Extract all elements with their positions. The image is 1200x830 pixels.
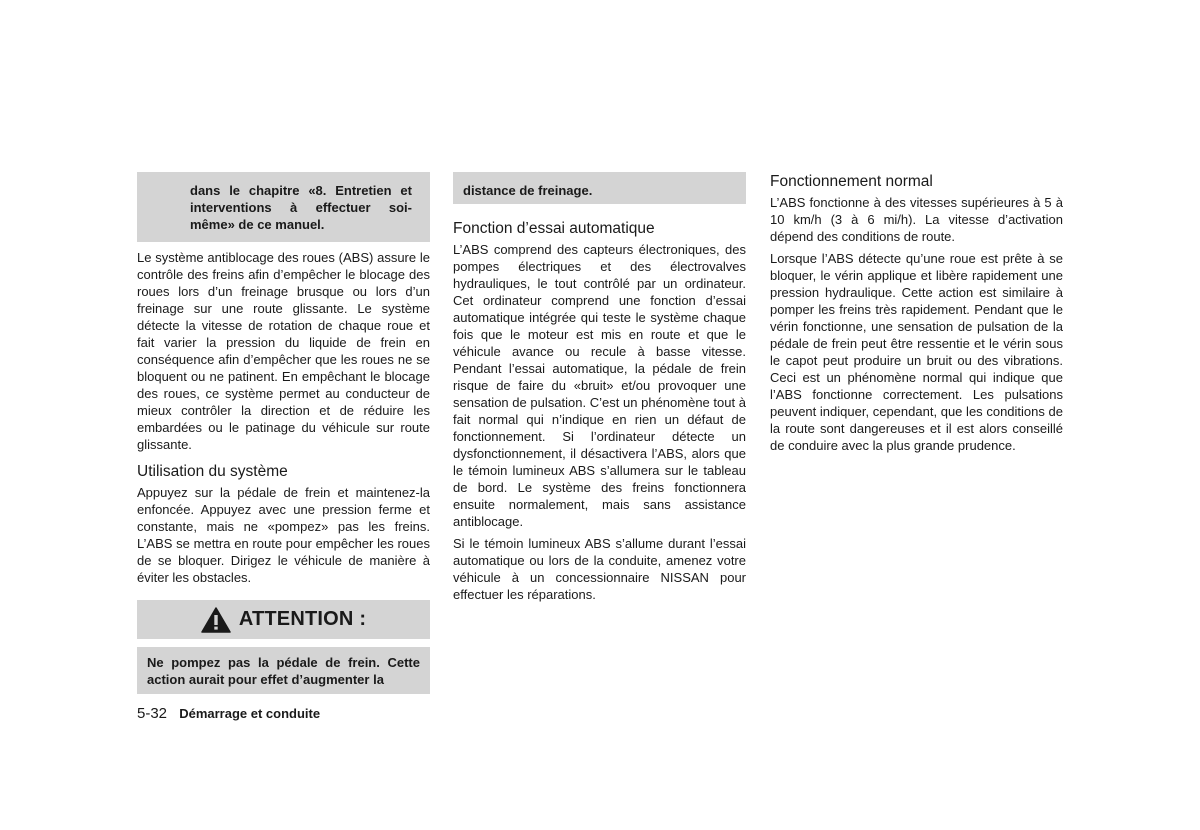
continued-note-box <box>453 172 746 204</box>
abs-intro-paragraph: Le système antiblocage des roues (ABS) assure le contrôle des freins afin d’empêcher le blocage des roues lors d’un freinage brusque ou lors d’un freinage sur une route glissante. Le système détecte la vitesse de rotation de chaque roue et fait varier la pression du liquide de frein en conséquence afin d’empêcher que les roues ne se bloquent ou ne patinent. En empêchant le blocage des roues, ce système permet au conducteur de mieux contrôler la direction et de réduire les embardées ou le patinage du véhicule sur route glissante. <box>137 250 430 452</box>
attention-title: ATTENTION : <box>238 608 367 630</box>
column-1 <box>137 172 430 694</box>
continued-note-box <box>137 172 430 242</box>
attention-text: Ne pompez pas la pédale de frein. Cette action aurait pour effet d’augmenter la <box>147 655 420 687</box>
section-title: Démarrage et conduite <box>179 706 321 721</box>
attention-header <box>137 600 430 639</box>
section-heading-utilisation: Utilisation du système <box>137 463 288 480</box>
column-2 <box>453 172 746 603</box>
column-3 <box>770 172 1063 454</box>
continued-note-text: distance de freinage. <box>463 183 593 198</box>
utilisation-paragraph: Appuyez sur la pédale de frein et maintenez-la enfoncée. Appuyez avec une pression ferme et constante, mais ne «pompez» pas les freins. L’ABS se mettra en route pour empêcher les roues de se bloquer. Dirigez le véhicule de manière à éviter les obstacles. <box>137 485 430 585</box>
essai-paragraph-1: L’ABS comprend des capteurs électroniques, des pompes électriques et des électrovalves hydrauliques, le tout contrôlé par un ordinateur. Cet ordinateur comprend une fonction d’essai automatique intégrée qui teste le système chaque fois que le moteur est mis en route et que le véhicule avance ou recule à basse vitesse. Pendant l’essai automatique, la pédale de frein risque de faire du «bruit» et/ou provoquer une sensation de pulsation. C’est un phénomène tout à fait normal qui n’indique en rien un défaut de fonctionnement. Si l’ordinateur détecte un dysfonctionnement, il désactivera l’ABS, alors que le témoin lumineux ABS s’allumera sur le tableau de bord. Le système des freins fonctionnera ensuite normalement, mais sans assistance antiblocage. <box>453 242 746 529</box>
page-footer <box>137 704 320 724</box>
fonctionnement-paragraph-1: L’ABS fonctionne à des vitesses supérieures à 5 à 10 km/h (3 à 6 mi/h). La vitesse d’activation dépend des conditions de route. <box>770 195 1063 244</box>
page-number: 5-32 <box>137 705 168 722</box>
warning-triangle-icon <box>201 607 231 633</box>
attention-body <box>137 647 430 694</box>
essai-paragraph-2: Si le témoin lumineux ABS s’allume durant l’essai automatique ou lors de la conduite, amenez votre véhicule à un concessionnaire NISSAN pour effectuer les réparations. <box>453 536 746 602</box>
fonctionnement-paragraph-2: Lorsque l’ABS détecte qu’une roue est prête à se bloquer, le vérin applique et libère rapidement une pression hydraulique. Cette action est similaire à pomper les freins très rapidement. Pendant que le vérin fonctionne, une sensation de pulsation de la pédale de frein peut être ressentie et le vérin sous le capot peut produire un bruit ou des vibrations. Ceci est un phénomène normal qui indique que l’ABS fonctionne correctement. Les pulsations peuvent indiquer, cependant, que les conditions de la route sont dangereuses et il est alors conseillé de conduire avec la plus grande prudence. <box>770 251 1063 453</box>
continued-note-text: dans le chapitre «8. Entretien et interventions à effectuer soi-même» de ce manuel. <box>190 183 412 232</box>
section-heading-fonctionnement-normal: Fonctionnement normal <box>770 173 933 190</box>
section-heading-essai-automatique: Fonction d’essai automatique <box>453 220 655 237</box>
